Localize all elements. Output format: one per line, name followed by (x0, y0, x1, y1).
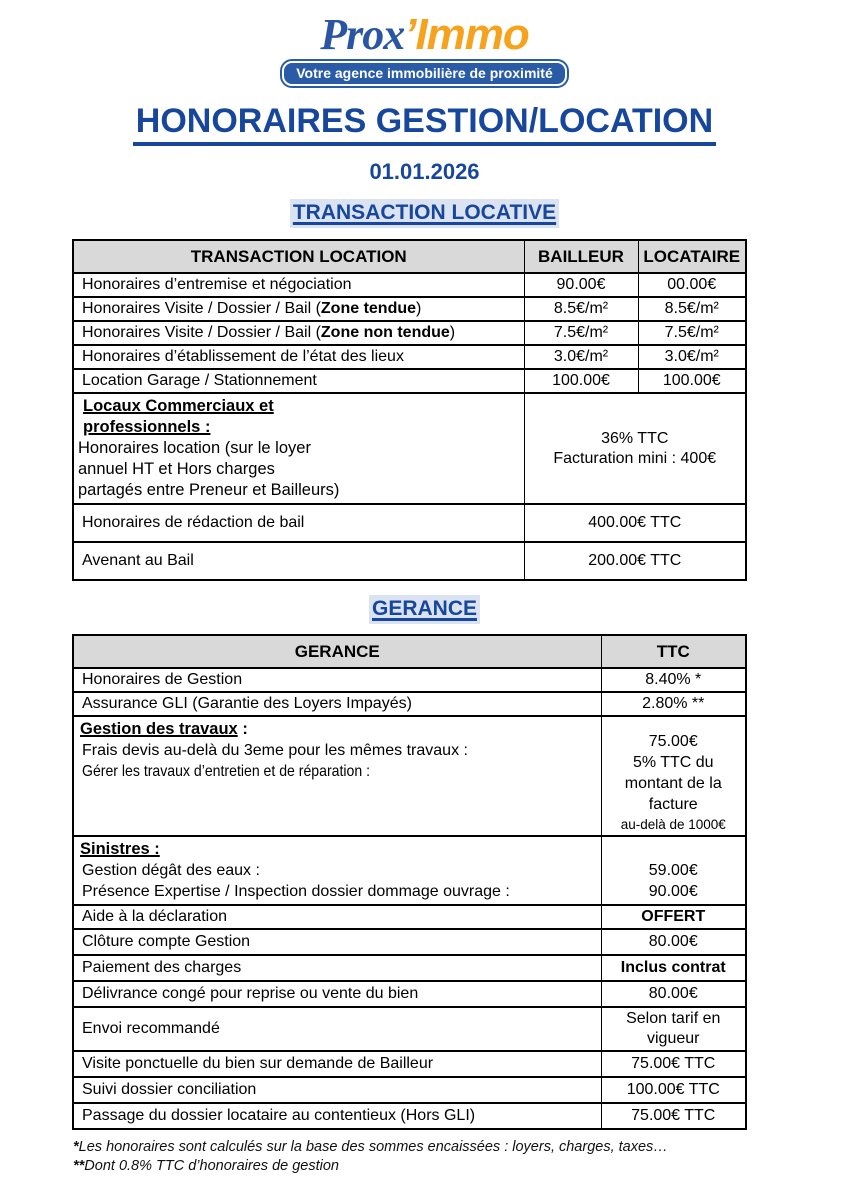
table-header-row (73, 240, 746, 273)
merged-value-cell (524, 393, 746, 504)
table-row (73, 1007, 746, 1051)
row-label-cell: Passage du dossier locataire au contentieux (Hors GLI) (73, 1103, 601, 1129)
table-row (73, 692, 746, 716)
effective-date: 01.01.2026 (369, 159, 480, 184)
ttc-value-cell: 80.00€ (601, 981, 746, 1007)
row-label-cell: Assurance GLI (Garantie des Loyers Impayés) (73, 692, 601, 716)
label-text: Honoraires Visite / Dossier / Bail ( (82, 300, 321, 317)
ttc-value-cell (601, 716, 746, 836)
label-text: Gérer les travaux d’entretien et de réparation : (82, 763, 371, 780)
table-row (73, 668, 746, 692)
merged-value-cell: 400.00€ TTC (524, 504, 746, 542)
table-row (73, 929, 746, 955)
value-line: 36% TTC (601, 429, 669, 447)
row-label-cell: Paiement des charges (73, 955, 601, 981)
bailleur-value-cell: 3.0€/m² (524, 345, 638, 369)
label-text: ) (449, 324, 456, 341)
footnote-marker: * (73, 1139, 79, 1155)
value-line: 75.00€ (648, 733, 698, 750)
transaction-location-table (72, 239, 747, 581)
footnote (73, 1138, 849, 1157)
row-label-cell: Suivi dossier conciliation (73, 1077, 601, 1103)
label-bold-text: Zone non tendue (320, 324, 450, 341)
label-text: Frais devis au-delà du 3eme pour les mêmes travaux : (82, 742, 468, 759)
locataire-value-cell: 100.00€ (638, 369, 746, 393)
footnote-text: Les honoraires sont calculés sur la base des sommes encaissées : loyers, charges, taxes… (78, 1139, 668, 1155)
label-heading: Gestion des travaux : (80, 720, 248, 738)
logo-apostrophe: ’ (404, 10, 416, 59)
label-heading: Sinistres : (80, 840, 160, 858)
value-line: montant de la (624, 775, 722, 792)
ttc-value-cell: OFFERT (601, 905, 746, 929)
table-row (73, 1051, 746, 1077)
logo-wordmark (0, 12, 849, 58)
table-row (73, 905, 746, 929)
row-label-cell: Honoraires de Gestion (73, 668, 601, 692)
ttc-value-cell: 75.00€ TTC (601, 1103, 746, 1129)
table-row (73, 504, 746, 542)
footnote-marker: ** (73, 1158, 85, 1174)
row-label-cell: Honoraires d’entremise et négociation (73, 273, 524, 297)
table-row-locaux-commerciaux (73, 393, 746, 504)
row-label-cell: Clôture compte Gestion (73, 929, 601, 955)
value-line: Facturation mini : 400€ (553, 449, 717, 467)
table-row (73, 981, 746, 1007)
row-label-cell (73, 716, 601, 836)
value-line: 5% TTC du (632, 754, 714, 771)
bailleur-value-cell: 8.5€/m² (524, 297, 638, 321)
section-heading-transaction-locative (0, 199, 849, 228)
bailleur-value-cell: 100.00€ (524, 369, 638, 393)
ttc-value-cell (601, 836, 746, 905)
label-text: Présence Expertise / Inspection dossier dommage ouvrage : (82, 883, 510, 900)
row-label-cell: Envoi recommandé (73, 1007, 601, 1051)
row-label-cell: Délivrance congé pour reprise ou vente du bien (73, 981, 601, 1007)
logo-brand-prox: Prox (320, 10, 405, 59)
footnotes (73, 1138, 849, 1176)
label-heading: Locaux Commerciaux et (83, 397, 274, 415)
ttc-value-cell: 80.00€ (601, 929, 746, 955)
merged-value-cell: 200.00€ TTC (524, 542, 746, 580)
row-label-cell (73, 836, 601, 905)
label-text: Honoraires location (sur le loyer (78, 439, 311, 457)
row-label-cell (73, 297, 524, 321)
footnote-text: Dont 0.8% TTC d’honoraires de gestion (84, 1158, 339, 1174)
footnote (73, 1157, 849, 1176)
column-header-ttc: TTC (601, 635, 746, 668)
ttc-value-cell: Inclus contrat (601, 955, 746, 981)
table-row (73, 1077, 746, 1103)
table-row-gestion-travaux (73, 716, 746, 836)
label-heading: professionnels : (83, 418, 211, 436)
section-heading-text: TRANSACTION LOCATIVE (290, 199, 559, 228)
table-row (73, 297, 746, 321)
ttc-value-cell: Selon tarif en vigueur (601, 1007, 746, 1051)
table-row-sinistres (73, 836, 746, 905)
table-row (73, 542, 746, 580)
row-label-cell: Aide à la déclaration (73, 905, 601, 929)
label-text: Honoraires Visite / Dossier / Bail ( (82, 324, 321, 341)
table-row (73, 955, 746, 981)
gerance-table (72, 634, 747, 1130)
label-text: annuel HT et Hors charges (78, 460, 275, 478)
value-line-spacer (604, 839, 744, 860)
locataire-value-cell: 3.0€/m² (638, 345, 746, 369)
table-row (73, 273, 746, 297)
row-label-cell: Honoraires d’établissement de l’état des lieux (73, 345, 524, 369)
column-header-bailleur: BAILLEUR (524, 240, 638, 273)
bailleur-value-cell: 7.5€/m² (524, 321, 638, 345)
table-row (73, 369, 746, 393)
section-heading-gerance (0, 595, 849, 624)
table-row (73, 321, 746, 345)
locataire-value-cell: 8.5€/m² (638, 297, 746, 321)
proximmo-logo (0, 0, 849, 86)
value-line: facture (648, 796, 698, 813)
ttc-value-cell: 100.00€ TTC (601, 1077, 746, 1103)
column-header-locataire: LOCATAIRE (638, 240, 746, 273)
column-header-transaction-location: TRANSACTION LOCATION (73, 240, 524, 273)
locataire-value-cell: 00.00€ (638, 273, 746, 297)
page-title: HONORAIRES GESTION/LOCATION (133, 102, 716, 146)
locataire-value-cell: 7.5€/m² (638, 321, 746, 345)
table-row (73, 345, 746, 369)
bailleur-value-cell: 90.00€ (524, 273, 638, 297)
row-label-cell (73, 321, 524, 345)
column-header-gerance: GERANCE (73, 635, 601, 668)
row-label-cell (73, 393, 524, 504)
table-header-row (73, 635, 746, 668)
logo-brand-immo: Immo (415, 10, 529, 59)
row-label-cell: Avenant au Bail (73, 542, 524, 580)
ttc-value-cell: 2.80% ** (601, 692, 746, 716)
label-text: partagés entre Preneur et Bailleurs) (78, 481, 340, 499)
row-label-cell: Location Garage / Stationnement (73, 369, 524, 393)
row-label-cell: Visite ponctuelle du bien sur demande de Bailleur (73, 1051, 601, 1077)
value-note: au-delà de 1000€ (620, 817, 726, 832)
ttc-value-cell: 75.00€ TTC (601, 1051, 746, 1077)
label-text: ) (416, 300, 422, 317)
label-bold-text: Zone tendue (320, 300, 417, 317)
value-line: 90.00€ (648, 883, 698, 900)
logo-tagline: Votre agence immobilière de proximité (282, 61, 566, 86)
row-label-cell: Honoraires de rédaction de bail (73, 504, 524, 542)
value-line: 59.00€ (648, 862, 698, 879)
section-heading-text: GERANCE (369, 595, 480, 624)
ttc-value-cell: 8.40% * (601, 668, 746, 692)
label-text: Gestion dégât des eaux : (82, 862, 260, 879)
table-row (73, 1103, 746, 1129)
